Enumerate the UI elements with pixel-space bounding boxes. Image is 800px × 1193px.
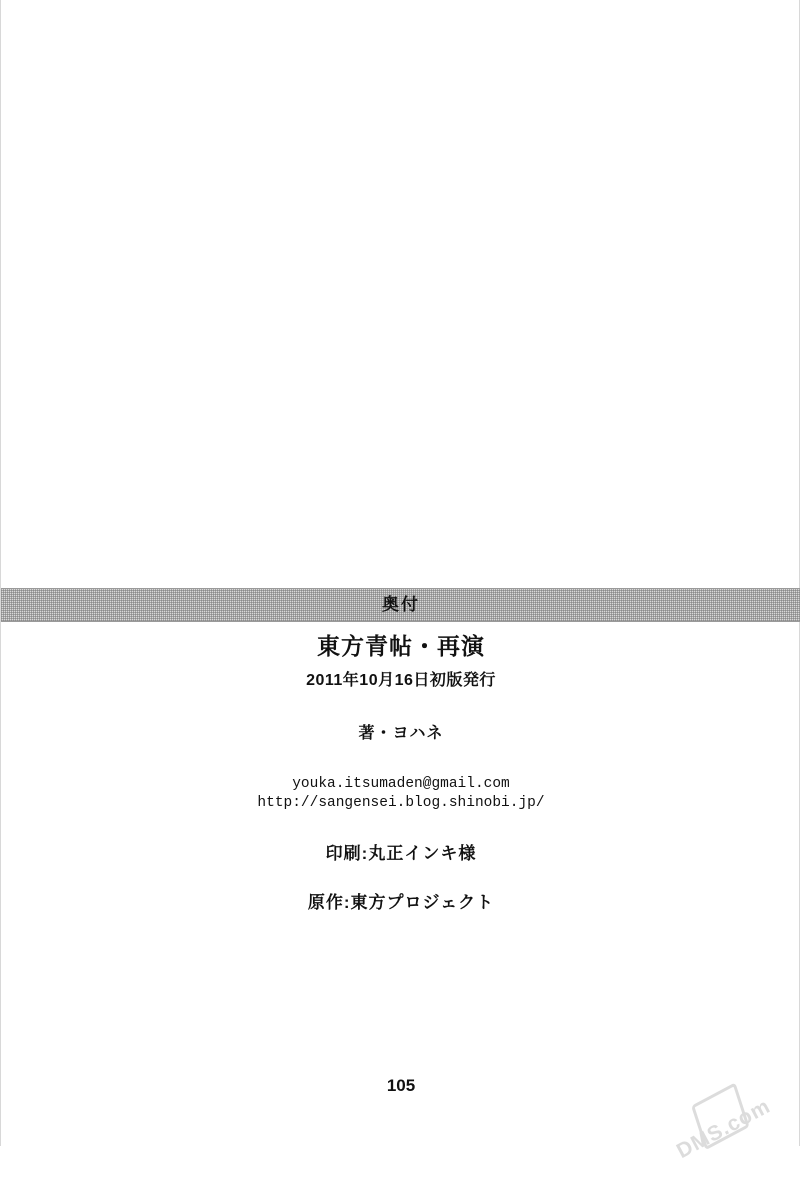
printer-credit: 印刷:丸正インキ様	[325, 844, 477, 864]
watermark-label: DMS.com	[672, 1094, 775, 1164]
colophon-block	[1, 628, 800, 913]
work-title: 東方青帖・再演	[317, 633, 485, 659]
author-credit: 著・ヨハネ	[358, 725, 444, 742]
blank-art-area	[1, 0, 800, 588]
contact-block	[1, 775, 800, 813]
colophon-band-heading: 奥付	[382, 595, 420, 614]
contact-website[interactable]: http://sangensei.blog.shinobi.jp/	[257, 795, 545, 812]
colophon-band	[1, 588, 800, 622]
publication-date: 2011年10月16日初版発行	[306, 672, 496, 689]
contact-email: youka.itsumaden@gmail.com	[292, 776, 510, 792]
page-number: 105	[386, 1076, 416, 1095]
original-work-credit: 原作:東方プロジェクト	[307, 893, 495, 913]
